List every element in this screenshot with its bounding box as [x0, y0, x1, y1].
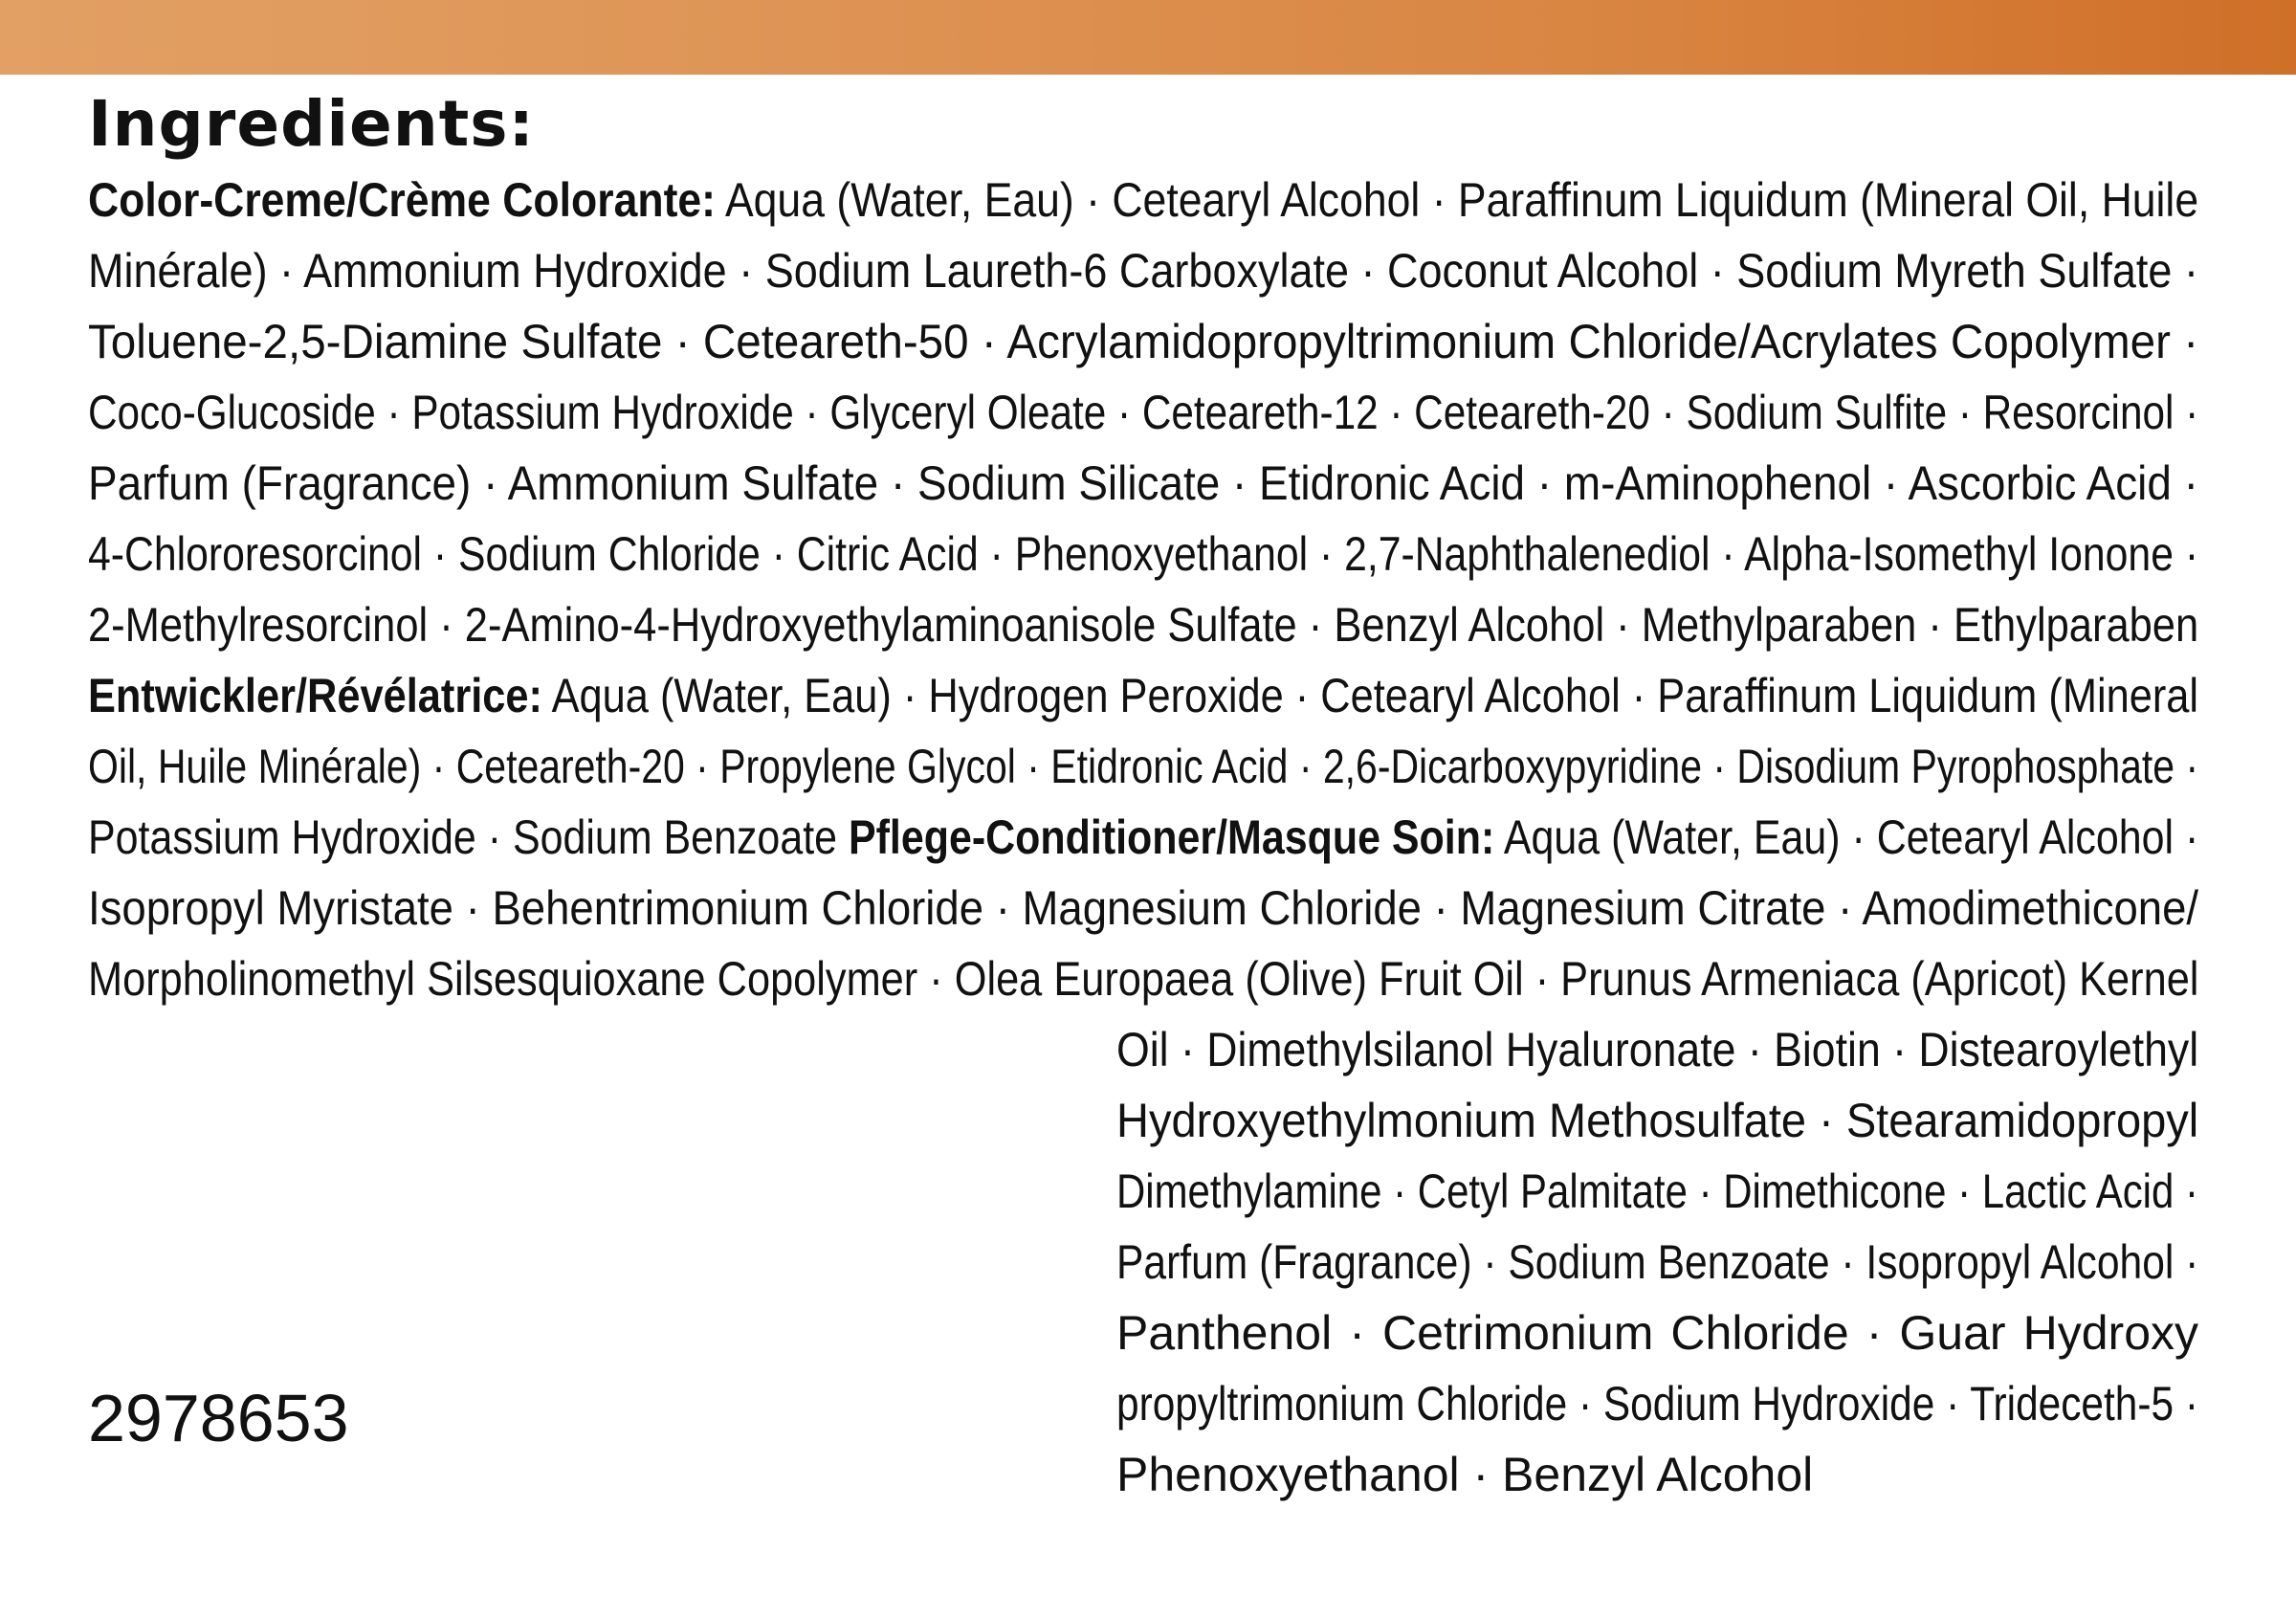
ingredient-line-11 — [88, 873, 2198, 943]
ingredient-line-7 — [88, 589, 2198, 660]
ingredient-line-8 — [88, 660, 2198, 731]
ingredient-text: Minérale) · Ammonium Hydroxide · Sodium Laureth-6 Carboxylate · Coconut Alcohol · Sodium Myreth Sulfate · — [88, 244, 2198, 298]
ingredient-line-18 — [1116, 1368, 2198, 1439]
ingredients-panel — [88, 88, 2198, 1581]
ingredient-text: Aqua (Water, Eau) · Cetearyl Alcohol · Paraffinum Liquidum (Mineral Oil, Huile — [716, 173, 2199, 227]
ingredient-line-1 — [88, 165, 2198, 235]
section-title-conditioner: Pflege-Conditioner/Masque Soin: — [848, 810, 1495, 864]
ingredient-text: Toluene-2,5-Diamine Sulfate · Ceteareth-50 · Acrylamidopropyltrimonium Chloride/Acrylates Copolymer · — [88, 315, 2199, 368]
ingredient-text: 4-Chlororesorcinol · Sodium Chloride · Citric Acid · Phenoxyethanol · 2,7-Naphthalenediol · Alpha-Isomethyl Ionone · — [88, 527, 2199, 581]
ingredient-line-10 — [88, 802, 2198, 873]
ingredient-text: Dimethylamine · Cetyl Palmitate · Dimethicone · Lactic Acid · — [1116, 1164, 2198, 1218]
ingredient-text: Hydroxyethylmonium Methosulfate · Stearamidopropyl — [1116, 1094, 2199, 1147]
ingredient-line-2 — [88, 235, 2198, 306]
ingredients-heading: Ingredients: — [88, 87, 535, 161]
ingredient-text: Parfum (Fragrance) · Sodium Benzoate · Isopropyl Alcohol · — [1116, 1235, 2199, 1289]
top-color-band — [0, 0, 2296, 75]
ingredient-text: Potassium Hydroxide · Sodium Benzoate — [88, 810, 849, 864]
product-code: 2978653 — [88, 1381, 349, 1455]
ingredient-line-12 — [88, 943, 2198, 1014]
ingredient-text: Panthenol · Cetrimonium Chloride · Guar Hydroxy — [1116, 1306, 2198, 1360]
ingredient-text: Aqua (Water, Eau) · Cetearyl Alcohol · — [1494, 810, 2199, 864]
ingredient-line-15 — [1116, 1156, 2198, 1227]
section-title-developer: Entwickler/Révélatrice: — [88, 669, 542, 722]
ingredient-text: Isopropyl Myristate · Behentrimonium Chloride · Magnesium Chloride · Magnesium Citrate · Amodimethicone/ — [88, 881, 2199, 935]
ingredient-line-3 — [88, 306, 2198, 377]
ingredient-line-14 — [1116, 1085, 2198, 1156]
ingredient-text: Phenoxyethanol · Benzyl Alcohol — [1116, 1448, 1814, 1501]
ingredient-text: 2-Methylresorcinol · 2-Amino-4-Hydroxyethylaminoanisole Sulfate · Benzyl Alcohol · Methylparaben · Ethylparaben — [88, 598, 2199, 652]
ingredient-text: Parfum (Fragrance) · Ammonium Sulfate · Sodium Silicate · Etidronic Acid · m-Aminophenol · Ascorbic Acid · — [88, 456, 2198, 510]
ingredient-line-13 — [1116, 1014, 2198, 1085]
ingredient-text: Oil · Dimethylsilanol Hyaluronate · Biotin · Distearoylethyl — [1116, 1023, 2199, 1076]
ingredient-text: Aqua (Water, Eau) · Hydrogen Peroxide · Cetearyl Alcohol · Paraffinum Liquidum (Mineral — [541, 669, 2199, 722]
ingredient-line-17 — [1116, 1298, 2198, 1368]
ingredient-line-4 — [88, 377, 2198, 448]
ingredient-text: propyltrimonium Chloride · Sodium Hydroxide · Trideceth-5 · — [1116, 1377, 2198, 1431]
ingredient-line-5 — [88, 448, 2198, 519]
section-title-color-creme: Color-Creme/Crème Colorante: — [88, 173, 717, 227]
ingredient-line-16 — [1116, 1227, 2198, 1298]
ingredient-text: Oil, Huile Minérale) · Ceteareth-20 · Propylene Glycol · Etidronic Acid · 2,6-Dicarboxypyridine · Disodium Pyrophosphate · — [88, 740, 2199, 793]
ingredient-line-6 — [88, 519, 2198, 589]
ingredient-line-19 — [1116, 1439, 2198, 1510]
ingredient-line-9 — [88, 731, 2198, 802]
ingredient-text: Coco-Glucoside · Potassium Hydroxide · Glyceryl Oleate · Ceteareth-12 · Ceteareth-20 · Sodium Sulfite · Resorcinol · — [88, 386, 2199, 439]
ingredient-text: Morpholinomethyl Silsesquioxane Copolymer · Olea Europaea (Olive) Fruit Oil · Prunus Armeniaca (Apricot) Kernel — [88, 952, 2199, 1006]
